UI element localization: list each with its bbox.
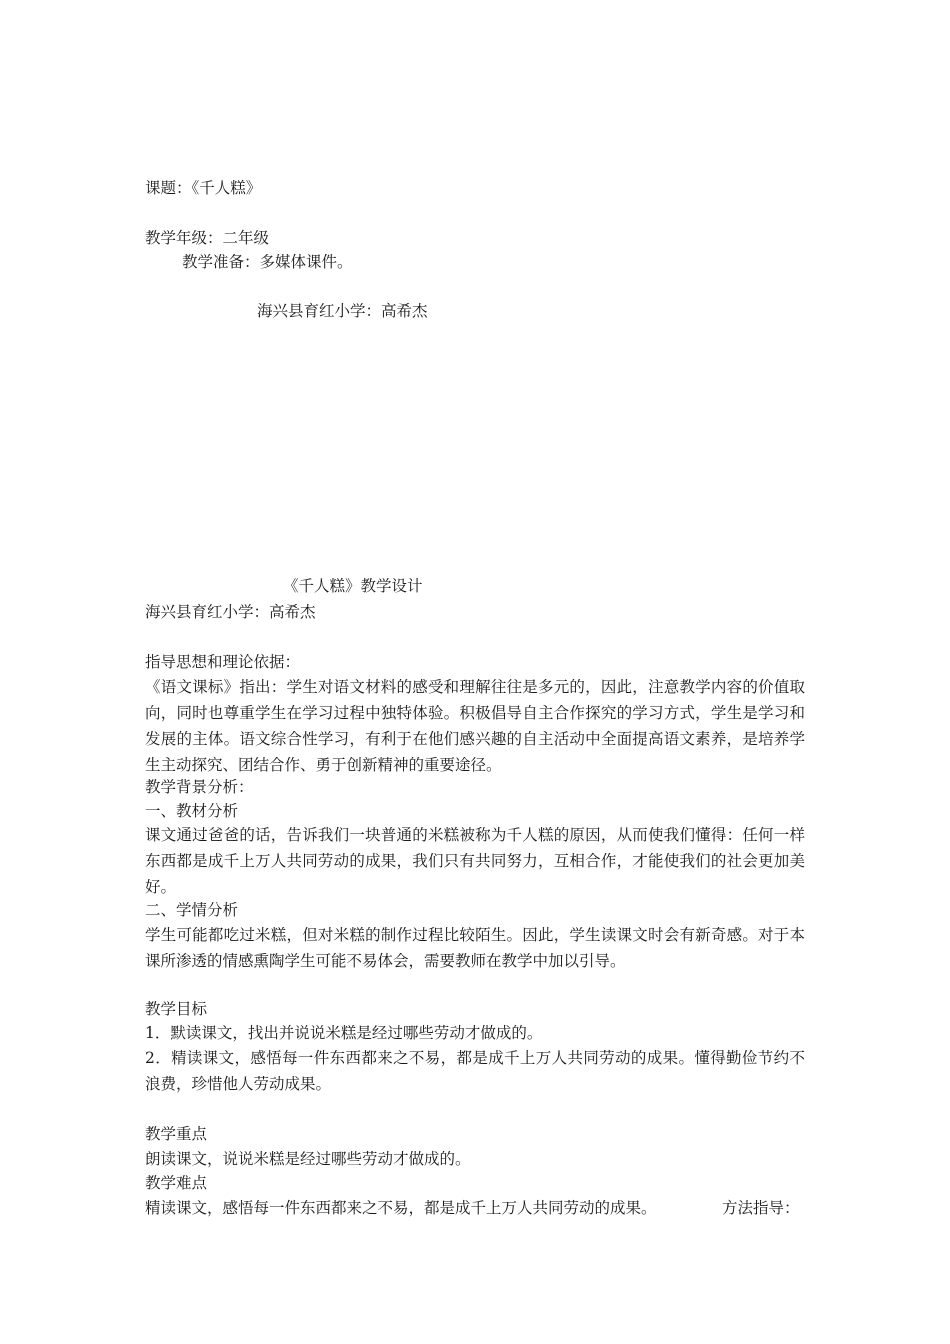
key-heading: 教学重点 <box>145 1125 208 1143</box>
goal-item-1: 1．默读课文，找出并说说米糕是经过哪些劳动才做成的。 <box>145 1024 543 1042</box>
difficulty-text: 精读课文，感悟每一件东西都来之不易，都是成千上万人共同劳动的成果。 <box>145 1199 657 1217</box>
lesson-preparation: 教学准备：多媒体课件。 <box>182 253 353 271</box>
guiding-heading: 指导思想和理论依据： <box>145 653 301 671</box>
goals-heading: 教学目标 <box>145 1000 208 1018</box>
cover-author: 海兴县育红小学：高希杰 <box>257 302 428 320</box>
goal-item-2: 2．精读课文，感悟每一件东西都来之不易，都是成千上万人共同劳动的成果。懂得勤俭节约不浪费，珍惜他人劳动成果。 <box>145 1049 805 1093</box>
student-text: 学生可能都吃过米糕，但对米糕的制作过程比较陌生。因此，学生读课文时会有新奇感。对于本课所渗透的情感熏陶学生可能不易体会，需要教师在教学中加以引导。 <box>145 926 805 970</box>
design-title: 《千人糕》教学设计 <box>283 577 423 595</box>
difficulty-heading: 教学难点 <box>145 1174 208 1192</box>
material-text: 课文通过爸爸的话，告诉我们一块普通的米糕被称为千人糕的原因，从而使我们懂得：任何一样东西都是成千上万人共同劳动的成果，我们只有共同努力，互相合作，才能使我们的社会更加美好。 <box>145 826 805 896</box>
lesson-grade: 教学年级：二年级 <box>145 229 270 247</box>
background-heading: 教学背景分析： <box>145 778 254 796</box>
lesson-topic: 课题：《千人糕》 <box>145 179 262 197</box>
guiding-text: 《语文课标》指出：学生对语文材料的感受和理解往往是多元的，因此，注意教学内容的价值取向，同时也尊重学生在学习过程中独特体验。积极倡导自主合作探究的学习方式，学生是学习和发展的主体。语文综合性学习，有利于在他们感兴趣的自主活动中全面提高语文素养，是培养学生主动探究、团结合作、勇于创新精神的重要途径。 <box>145 678 805 774</box>
design-author: 海兴县育红小学：高希杰 <box>145 603 316 621</box>
key-text: 朗读课文，说说米糕是经过哪些劳动才做成的。 <box>145 1150 471 1168</box>
student-heading: 二、学情分析 <box>145 901 239 919</box>
method-label: 方法指导： <box>722 1199 800 1217</box>
material-heading: 一、教材分析 <box>145 802 239 820</box>
